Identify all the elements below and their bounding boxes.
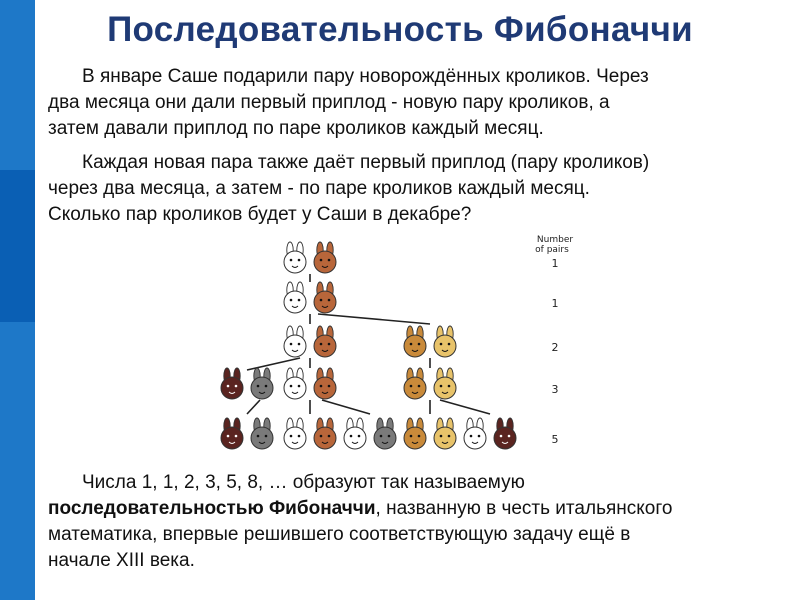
rabbit-pair-rabbit-left (464, 418, 486, 449)
rabbit-pair-rabbit-right (434, 418, 456, 449)
tree-connector (318, 314, 430, 324)
rabbit-pair-rabbit-right (314, 418, 336, 449)
rabbit-tree-canvas (200, 228, 600, 463)
question-line-2: через два месяца, а затем - по паре кроликов каждый месяц. (48, 178, 590, 199)
side-bar-middle (0, 170, 35, 322)
tree-connector (322, 400, 370, 414)
rabbit-pair-rabbit-left (284, 282, 306, 313)
rabbit-pair-rabbit-right (434, 326, 456, 357)
question-paragraph (48, 150, 788, 228)
conclusion-line-3: математика, впервые решившего соответствующую задачу ещё в (48, 524, 631, 545)
fibonacci-term: последовательностью Фибоначчи (48, 498, 376, 519)
pair-count-label: 3 (551, 383, 559, 396)
rabbit-pair-rabbit-left (404, 418, 426, 449)
rabbit-pair-rabbit-left (344, 418, 366, 449)
intro-line-3: затем давали приплод по паре кроликов каждый месяц. (48, 118, 544, 139)
rabbit-pair-rabbit-left (284, 418, 306, 449)
conclusion-paragraph (48, 470, 788, 574)
rabbit-pair-rabbit-right (314, 326, 336, 357)
rabbit-pair-rabbit-right (314, 242, 336, 273)
conclusion-line-2: , названную в честь итальянского (375, 498, 673, 519)
tree-connector (247, 400, 260, 414)
pairs-column-header: of pairs (535, 245, 569, 255)
rabbit-pair-rabbit-left (404, 326, 426, 357)
rabbit-pair-rabbit-left (284, 326, 306, 357)
slide-title: Последовательность Фибоначчи (107, 10, 693, 49)
intro-line-1: В январе Саше подарили пару новорождённых кроликов. Через (82, 66, 649, 87)
pairs-column-header: Number (536, 235, 574, 245)
intro-line-2: два месяца они дали первый приплод - новую пару кроликов, а (48, 92, 610, 113)
rabbit-pair-rabbit-left (284, 368, 306, 399)
conclusion-line-4: начале XIII века. (48, 550, 195, 571)
rabbit-pair-rabbit-right (251, 418, 273, 449)
rabbit-family-tree (200, 228, 600, 463)
rabbit-pair-rabbit-right (314, 368, 336, 399)
rabbit-pair-rabbit-right (434, 368, 456, 399)
rabbit-pair-rabbit-right (494, 418, 516, 449)
rabbit-pair-rabbit-left (404, 368, 426, 399)
question-line-3: Сколько пар кроликов будет у Саши в декабре? (48, 204, 472, 225)
tree-connector (247, 358, 300, 370)
rabbit-pair-rabbit-right (251, 368, 273, 399)
rabbit-pair-rabbit-left (221, 418, 243, 449)
rabbit-pair-rabbit-right (314, 282, 336, 313)
pair-count-label: 2 (551, 341, 559, 354)
pair-count-label: 1 (551, 297, 559, 310)
side-bar-bottom (0, 322, 35, 600)
tree-connector (440, 400, 490, 414)
rabbit-pair-rabbit-right (374, 418, 396, 449)
pair-count-label: 1 (551, 257, 559, 270)
question-line-1: Каждая новая пара также даёт первый приплод (пару кроликов) (82, 152, 650, 173)
rabbit-pair-rabbit-left (284, 242, 306, 273)
rabbit-pair-rabbit-left (221, 368, 243, 399)
pair-count-label: 5 (551, 433, 559, 446)
intro-paragraph (48, 64, 788, 142)
conclusion-line-1: Числа 1, 1, 2, 3, 5, 8, … образуют так называемую (82, 472, 525, 493)
